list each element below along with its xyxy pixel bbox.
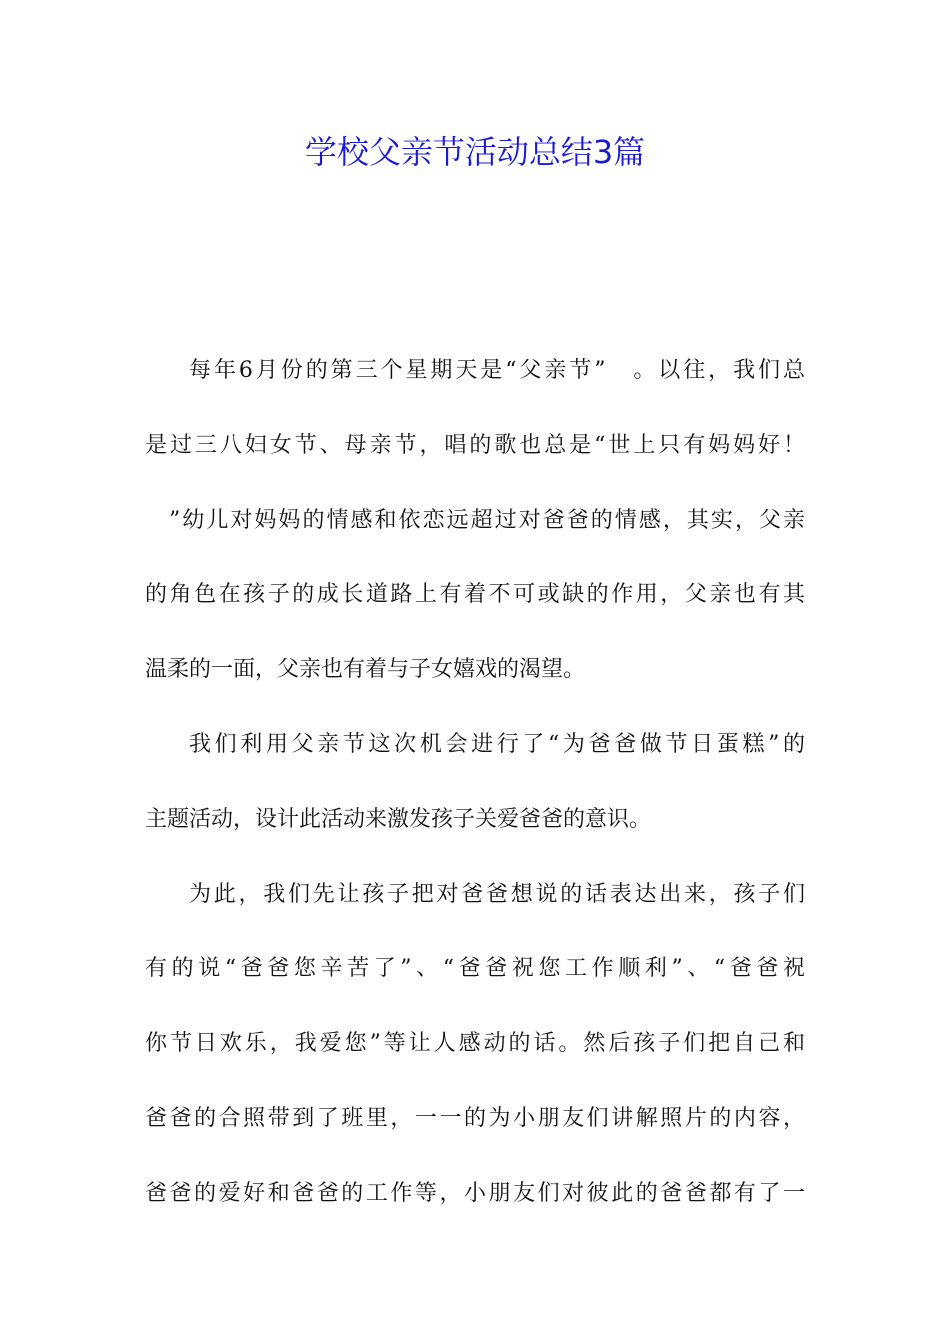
paragraph-line: 爸爸的爱好和爸爸的工作等，小朋友们对彼此的爸爸都有了一 [145, 1180, 805, 1206]
paragraph-line: 主题活动，设计此活动来激发孩子关爱爸爸的意识。 [145, 806, 652, 832]
paragraph-line: 我们利用父亲节这次机会进行了“为爸爸做节日蛋糕”的 [189, 731, 805, 757]
paragraph-2 [145, 708, 805, 858]
paragraph-line: 的角色在孩子的成长道路上有着不可或缺的作用，父亲也有其 [145, 582, 805, 608]
paragraph-1 [145, 334, 805, 708]
paragraph-line: 是过三八妇女节、母亲节，唱的歌也总是“世上只有妈妈好！ [145, 432, 805, 458]
paragraph-line: ”幼儿对妈妈的情感和依恋远超过对爸爸的情感，其实，父亲 [145, 507, 805, 533]
paragraph-line: 有的说“爸爸您辛苦了”、“爸爸祝您工作顺利”、“爸爸祝 [145, 956, 805, 982]
paragraph-line: 爸爸的合照带到了班里，一一的为小朋友们讲解照片的内容， [145, 1105, 805, 1131]
paragraph-line: 每年6月份的第三个星期天是“父亲节” 。以往，我们总 [189, 358, 805, 383]
paragraph-3 [145, 858, 805, 1232]
paragraph-line: 你节日欢乐，我爱您”等让人感动的话。然后孩子们把自己和 [145, 1031, 805, 1057]
paragraph-line: 温柔的一面，父亲也有着与子女嬉戏的渴望。 [145, 657, 586, 683]
document-body [145, 334, 805, 1232]
paragraph-line: 为此，我们先让孩子把对爸爸想说的话表达出来，孩子们 [189, 881, 805, 907]
document-title: 学校父亲节活动总结3篇 [304, 133, 646, 171]
